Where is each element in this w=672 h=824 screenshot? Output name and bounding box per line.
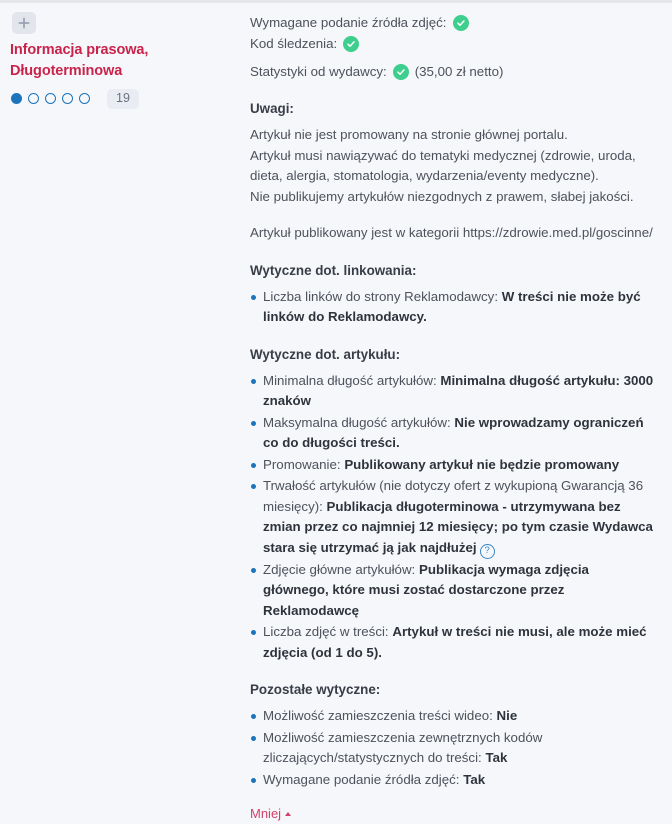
article-item-label: Zdjęcie główne artykułów:	[263, 561, 416, 577]
meta-publisher-stats-label: Statystyki od wydawcy:	[250, 64, 387, 79]
pagination-dot-1[interactable]	[11, 93, 22, 104]
add-offer-button[interactable]	[12, 12, 36, 34]
list-item	[250, 413, 658, 454]
list-item	[250, 476, 658, 559]
article-item-label: Maksymalna długość artykułów:	[263, 414, 451, 430]
article-heading: Wytyczne dot. artykułu:	[250, 346, 401, 362]
other-list	[250, 706, 658, 790]
other-item-label: Wymagane podanie źródła zdjęć:	[263, 771, 460, 787]
linking-item-label: Liczba linków do strony Reklamodawcy:	[263, 288, 499, 304]
offer-pagination	[11, 89, 240, 109]
list-item	[250, 706, 658, 727]
check-circle-icon	[343, 36, 359, 52]
meta-photo-source-label: Wymagane podanie źródła zdjęć:	[250, 15, 447, 30]
article-item-value: Minimalna długość artykułu: 3000 znaków	[263, 372, 654, 408]
other-item-value: Tak	[485, 750, 508, 765]
pagination-dot-2[interactable]	[28, 93, 39, 104]
show-less-label: Mniej	[250, 806, 282, 821]
offer-details-column	[240, 3, 672, 824]
question-circle-icon[interactable]: ?	[480, 544, 495, 559]
article-item-label: Promowanie:	[263, 456, 341, 472]
list-item	[250, 728, 658, 769]
notes-line-2: Artykuł musi nawiązywać do tematyki medycznej (zdrowie, uroda, dieta, alergia, stomatologia, wydarzenia/eventy medyczne).	[250, 147, 636, 183]
article-item-value: Publikowany artykuł nie będzie promowany	[344, 456, 620, 472]
article-item-value: Nie wprowadzamy ograniczeń co do długości treści.	[263, 414, 644, 450]
article-item-label: Liczba zdjęć w treści:	[263, 624, 389, 639]
check-circle-icon	[453, 15, 469, 31]
meta-publisher-stats	[250, 61, 658, 82]
meta-tracking-code	[250, 33, 658, 54]
article-item-value: Publikacja wymaga zdjęcia głównego, które musi zostać dostarczone przez Reklamodawcę	[263, 561, 589, 618]
other-item-value: Tak	[463, 771, 486, 787]
offer-count-badge: 19	[107, 89, 139, 109]
other-item-value: Nie	[496, 708, 518, 723]
article-item-value: Artykuł w treści nie musi, ale może mieć zdjęcia (od 1 do 5).	[263, 624, 647, 660]
list-item	[250, 371, 658, 412]
article-list	[250, 371, 658, 664]
list-item	[250, 287, 658, 328]
meta-publisher-stats-price: (35,00 zł netto)	[414, 64, 504, 79]
meta-tracking-code-label: Kod śledzenia:	[250, 36, 338, 51]
linking-item-value: W treści nie może być linków do Reklamodawcy.	[263, 288, 641, 324]
notes-heading: Uwagi:	[250, 101, 294, 116]
list-item	[250, 622, 658, 663]
article-item-label: Minimalna długość artykułów:	[263, 372, 437, 388]
list-item	[250, 770, 658, 791]
notes-line-1: Artykuł nie jest promowany na stronie głównej portalu.	[250, 127, 568, 142]
notes-line-3: Nie publikujemy artykułów niezgodnych z prawem, słabej jakości.	[250, 188, 634, 204]
offer-title: Informacja prasowa, Długoterminowa	[10, 42, 149, 79]
list-item	[250, 560, 658, 622]
caret-up-icon	[285, 812, 291, 816]
article-item-label: Trwałość artykułów (nie dotyczy ofert z wykupioną Gwarancją 36 miesięcy):	[263, 478, 644, 514]
plus-icon	[18, 17, 30, 29]
pagination-dot-5[interactable]	[79, 93, 90, 104]
offer-summary-column	[0, 3, 240, 109]
other-item-label: Możliwość zamieszczenia zewnętrznych kodów zliczających/statystycznych do treści:	[263, 729, 543, 765]
other-item-label: Możliwość zamieszczenia treści wideo:	[263, 708, 493, 723]
other-heading: Pozostałe wytyczne:	[250, 682, 381, 697]
article-item-value: Publikacja długoterminowa - utrzymywana bez zmian przez co najmniej 12 miesięcy; po tym czasie Wydawca stara się utrzymać ją jak najdłużej	[263, 498, 653, 555]
check-circle-icon	[393, 64, 409, 80]
show-less-link[interactable]	[250, 804, 291, 824]
panel-columns	[0, 3, 672, 824]
pagination-dot-3[interactable]	[45, 93, 56, 104]
linking-heading: Wytyczne dot. linkowania:	[250, 262, 417, 278]
linking-list	[250, 287, 658, 328]
notes-category-line: Artykuł publikowany jest w kategorii https://zdrowie.med.pl/goscinne/	[250, 225, 653, 240]
meta-photo-source	[250, 12, 658, 33]
pagination-dot-4[interactable]	[62, 93, 73, 104]
list-item	[250, 455, 658, 476]
